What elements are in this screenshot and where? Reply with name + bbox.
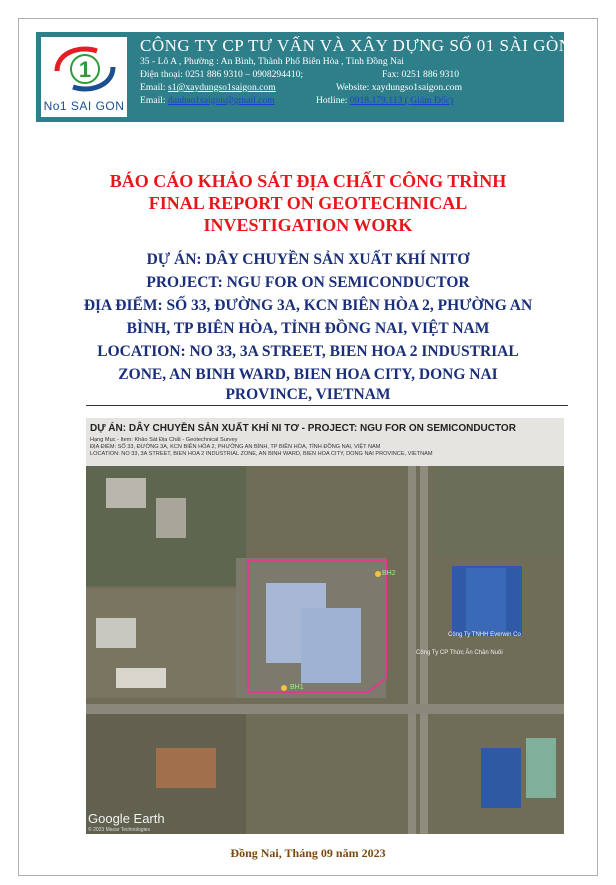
location-vn-1: ĐỊA ĐIỂM: SỐ 33, ĐƯỜNG 3A, KCN BIÊN HÒA 2, PHƯỜNG AN <box>83 297 533 314</box>
company-website: Website: xaydungso1saigon.com <box>336 82 463 93</box>
report-title-vn: BÁO CÁO KHẢO SÁT ĐỊA CHẤT CÔNG TRÌNH <box>109 171 507 191</box>
email2-link[interactable]: danhso1saigon@gmail.com <box>167 95 275 106</box>
report-title-en-2: INVESTIGATION WORK <box>203 215 413 235</box>
map-caption-title: DỰ ÁN: DÂY CHUYỀN SẢN XUẤT KHÍ NI TƠ - PROJECT: NGU FOR ON SEMICONDUCTOR <box>90 423 516 434</box>
borehole-label-bh2: BH2 <box>382 570 396 577</box>
email1-row <box>140 82 276 93</box>
location-en-1: LOCATION: NO 33, 3A STREET, BIEN HOA 2 INDUSTRIAL <box>97 343 519 360</box>
map-caption-item: Hạng Mục - Item: Khảo Sát Địa Chất - Geotechnical Survey <box>90 437 238 443</box>
company-header <box>36 32 572 122</box>
logo-text: No1 SAI GON <box>43 99 125 113</box>
company-fax: Fax: 0251 886 9310 <box>382 69 460 80</box>
company-address: 35 - Lô A , Phường : An Bình, Thành Phố Biên Hòa , Tỉnh Đồng Nai <box>140 56 404 67</box>
email2-row <box>140 95 275 106</box>
hotline-row <box>316 95 453 106</box>
project-vn: DỰ ÁN: DÂY CHUYỀN SẢN XUẤT KHÍ NITƠ <box>146 251 470 268</box>
location-en-2: ZONE, AN BINH WARD, BIEN HOA CITY, DONG NAI <box>118 366 498 383</box>
svg-text:1: 1 <box>78 57 92 82</box>
hotline-label: Hotline: <box>316 95 348 106</box>
company-phone: Điện thoại: 0251 886 9310 – 0908294410; <box>140 69 304 80</box>
project-en: PROJECT: NGU FOR ON SEMICONDUCTOR <box>146 274 470 291</box>
logo-emblem-icon <box>49 41 121 97</box>
email2-label: Email: <box>140 95 166 106</box>
map-caption-location-vn: ĐỊA ĐIỂM: SỐ 33, ĐƯỜNG 3A, KCN BIÊN HÒA 2, PHƯỜNG AN BÌNH, TP BIÊN HÒA, TỈNH ĐỒNG NAI, VIỆT NAM <box>90 444 381 450</box>
company-logo <box>40 36 128 118</box>
map-caption-location-en: LOCATION: NO 33, 3A STREET, BIEN HOA 2 INDUSTRIAL ZONE, AN BINH WARD, BIEN HOA CITY, DONG NAI PROVINCE, VIETNAM <box>90 451 433 457</box>
report-title-en-1: FINAL REPORT ON GEOTECHNICAL <box>148 193 468 213</box>
map-caption <box>86 418 564 466</box>
hotline-link[interactable]: 0918.179.113 ( Giám Đốc) <box>349 95 454 106</box>
google-earth-logo: Google Earth <box>88 811 165 826</box>
satellite-image <box>86 418 564 834</box>
map-label-feed: Công Ty CP Thức Ăn Chăn Nuôi <box>416 650 503 656</box>
email1-link[interactable]: s1@xaydungso1saigon.com <box>167 82 276 93</box>
divider <box>86 405 568 406</box>
site-satellite-map <box>86 418 564 834</box>
map-label-everwin: Công Ty TNHH Everwin Co <box>448 632 521 638</box>
company-name: CÔNG TY CP TƯ VẤN VÀ XÂY DỰNG SỐ 01 SÀI GÒN <box>140 36 572 55</box>
location-en-3: PROVINCE, VIETNAM <box>225 386 391 403</box>
map-copyright: © 2023 Maxar Technologies <box>88 827 150 833</box>
email1-label: Email: <box>140 82 166 93</box>
borehole-label-bh1: BH1 <box>290 684 304 691</box>
location-vn-2: BÌNH, TP BIÊN HÒA, TỈNH ĐỒNG NAI, VIỆT NAM <box>126 320 490 337</box>
report-date: Đồng Nai, Tháng 09 năm 2023 <box>230 846 386 860</box>
